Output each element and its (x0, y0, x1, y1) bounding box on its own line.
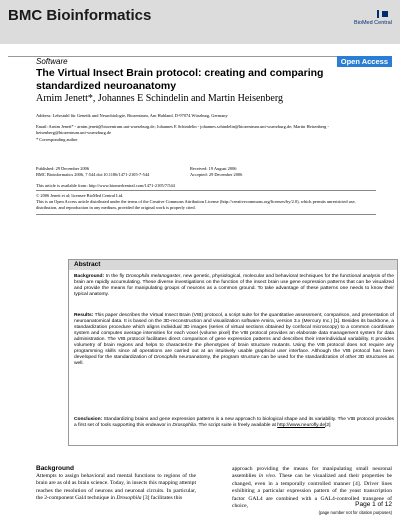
logo-bar-icon (377, 10, 379, 18)
received-date: Received: 19 August 2006 (190, 166, 237, 171)
open-access-badge: Open Access (337, 56, 392, 67)
conclusion-label: Conclusion: (74, 417, 103, 422)
background-label: Background: (74, 274, 105, 279)
abstract-conclusion: Conclusion: Standardizing brains and gene expression patterns is a new approach to biological shape and its variability. The VIB protocol provides a first set of tools supporting this endeavor in Drosophila. The script suite is freely available at http://www.neurofly.de[2] (74, 417, 394, 428)
article-authors: Arnim Jenett*, Johannes E Schindelin and Martin Heisenberg (36, 93, 283, 104)
citation-line: BMC Bioinformatics 2006, 7:544 doi:10.1186/1471-2105-7-544 (36, 172, 150, 177)
published-date: Published: 29 December 2006 (36, 166, 90, 171)
logo-square-icon (382, 11, 388, 17)
received-accepted-info (190, 166, 242, 178)
accepted-date: Accepted: 29 December 2006 (190, 172, 243, 177)
biomed-central-logo (354, 10, 392, 32)
logo-text: BioMed Central (354, 20, 392, 26)
journal-header (0, 0, 400, 44)
license-text: This is an Open Access article distributed under the terms of the Creative Commons Attribution License (http://creativecommons.org/licenses/by/2.0), which permits unrestricted use, distribution, and reproduction in any medium, provided the original work is properly cited. (36, 199, 356, 210)
body-left-column: Attempts to assign behavioral and mental functions to regions of the brain are as old as brain science. Today, in insects this mapping attempt reaches the resolution of neurons and neuronal circuits. In particular, the 2-component Gal4 technique in Drosophila [3] facilitates this (36, 473, 196, 502)
publication-info (36, 166, 149, 178)
page-number: Page 1 of 12 (355, 501, 392, 508)
section-label: Software (36, 57, 68, 66)
license-block (36, 193, 376, 211)
author-emails[interactable]: Email: Arnim Jenett* - arnim.jenett@biozentrum.uni-wuerzburg.de; Johannes E Schindelin - johannes.schindelin@biozentrum.uni-wuerzburg.de; Martin Heisenberg - heisenberg@biozentrum.uni-wuerzburg.de (36, 124, 329, 135)
abstract-header (69, 260, 397, 270)
body-right-column: approach providing the means for manipulating small neuronal assemblies in vivo. These can be visualized and their properties be changed, even in a temporally controlled manner [4]. Driver lines exhibiting a particular expression pattern of the yeast transcription factor GAL4 are combined with a GAL4-controlled transgene of choice, (232, 466, 392, 510)
neurofly-link[interactable]: http://www.neurofly.de (277, 423, 326, 428)
article-url-line[interactable]: This article is available from: http://www.biomedcentral.com/1471-2105/7/544 (36, 183, 175, 188)
abstract-heading: Abstract (74, 261, 101, 268)
abstract-box (68, 259, 398, 446)
page-number-note: (page number not for citation purposes) (318, 510, 392, 515)
journal-title: BMC Bioinformatics (8, 7, 152, 24)
divider (36, 214, 376, 215)
background-heading: Background (36, 465, 74, 472)
divider (36, 190, 376, 191)
abstract-background: Background: In the fly Drosophila melanogaster, new genetic, physiological, molecular and behavioral techniques for the functional analysis of the brain are rapidly accumulating. These diverse investigations on the function of the insect brain use gene expression patterns that can be visualized and provide the means for manipulating groups of neurons as a common ground. To take advantage of these patterns one needs to know their typical anatomy. (74, 274, 394, 297)
abstract-results: Results: This paper describes the Virtual Insect Brain (VIB) protocol, a script suite for the quantitative assessment, comparison, and presentation of neuroanatomical data. It is based on the 3D-reconstruction and visualization software Amira, version 3.x (Mercury Inc.) [1]. Besides its backbone, a standardization procedure which aligns individual 3D images (series of virtual sections obtained by confocal microscopy) to a common coordinate system and computes average intensities for each voxel (volume pixel) the VIB protocol provides an elaborate data management system for data administration. The VIB protocol facilitates direct comparison of gene expression patterns and describes their interindividual variability. It provides volumetry of brain regions and helps to characterize the phenotypes of brain structure mutants. Using the VIB protocol does not require any programming skills since all operations are carried out at an intuitively usable graphical user interface. Although the VIB protocol has been developed for the standardization of Drosophila neuroanatomy, the program structure can be used for the standardization of other 3D structures as well. (74, 313, 394, 366)
results-label: Results: (74, 313, 94, 318)
author-address: Address: Lehrstuhl für Genetik und Neurobiologie, Biozentrum, Am Hubland, D-97074 Würzburg, Germany (36, 113, 228, 118)
corresponding-author-note: * Corresponding author (36, 137, 78, 142)
article-title: The Virtual Insect Brain protocol: creating and comparing standardized neuroanatomy (36, 67, 324, 92)
copyright-line: © 2006 Jenett et al; licensee BioMed Central Ltd. (36, 193, 124, 198)
